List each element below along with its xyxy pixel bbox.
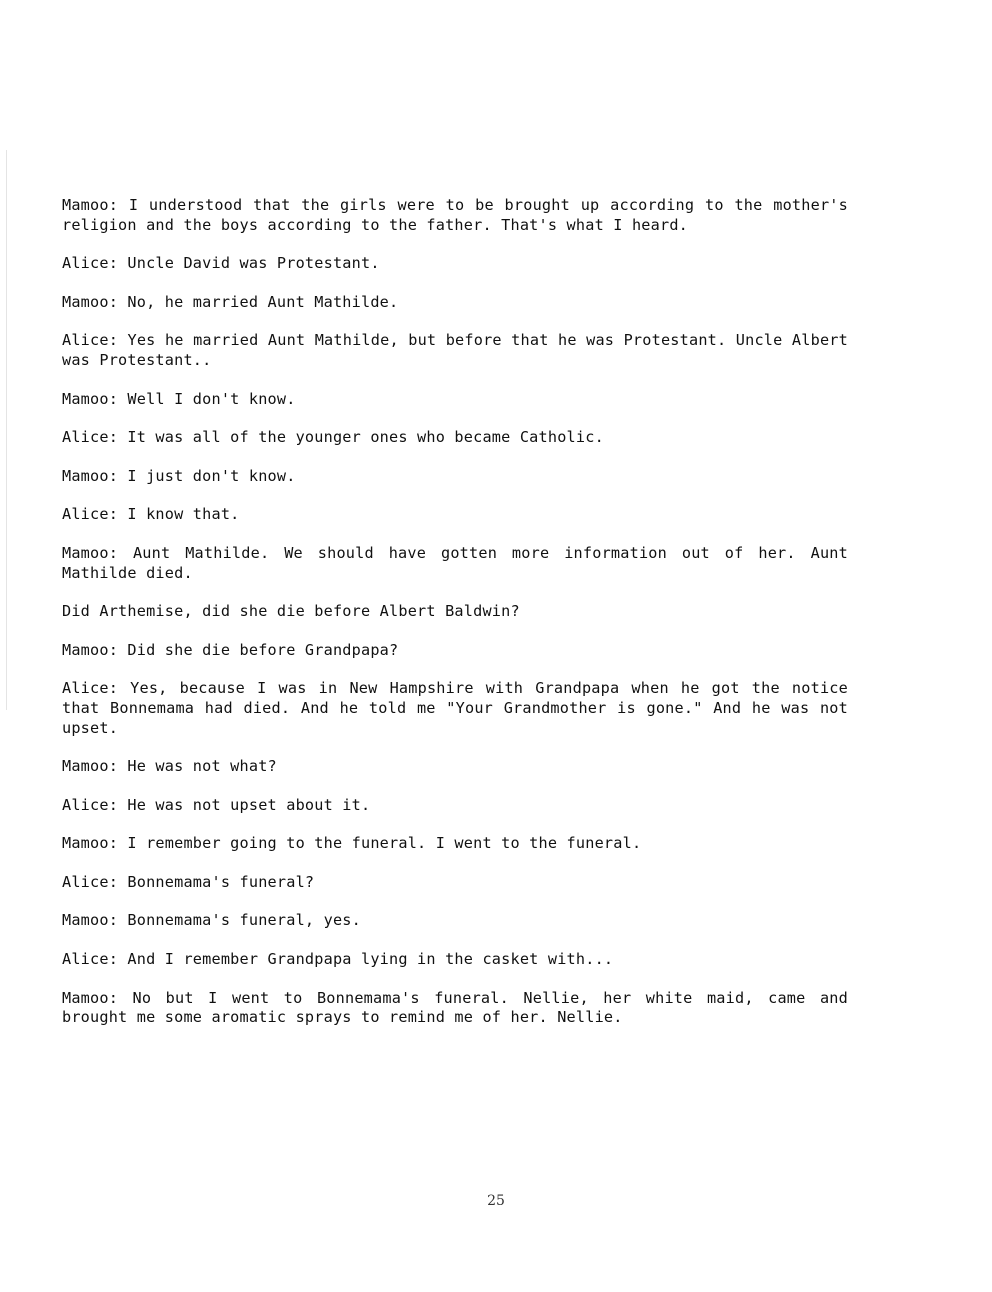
- transcript-paragraph: Alice: Yes he married Aunt Mathilde, but before that he was Protestant. Uncle Albert was Protestant..: [62, 331, 848, 369]
- transcript-paragraph: Alice: He was not upset about it.: [62, 795, 371, 814]
- transcript-paragraph: Alice: And I remember Grandpapa lying in the casket with...: [62, 950, 614, 969]
- transcript-paragraph: Mamoo: Did she die before Grandpapa?: [62, 640, 399, 659]
- page-number: 25: [487, 1193, 505, 1209]
- transcript-paragraph: Alice: Yes, because I was in New Hampshire with Grandpapa when he got the notice that Bonnemama had died. And he told me "Your Grandmother is gone." And he was not upset.: [62, 679, 848, 737]
- transcript-paragraph: Mamoo: I remember going to the funeral. I went to the funeral.: [62, 834, 642, 853]
- transcript-paragraph: Mamoo: He was not what?: [62, 757, 277, 776]
- transcript-paragraph: Alice: Bonnemama's funeral?: [62, 872, 315, 891]
- transcript-paragraph: Mamoo: I just don't know.: [62, 466, 296, 485]
- transcript-paragraph: Mamoo: Aunt Mathilde. We should have gotten more information out of her. Aunt Mathilde died.: [62, 543, 848, 582]
- transcript-paragraph: Mamoo: Well I don't know.: [62, 389, 296, 408]
- transcript-paragraph: Mamoo: Bonnemama's funeral, yes.: [62, 911, 361, 930]
- transcript-paragraph: Alice: Uncle David was Protestant.: [62, 254, 380, 273]
- transcript-paragraph: Mamoo: No, he married Aunt Mathilde.: [62, 292, 399, 311]
- transcript-body: [62, 196, 848, 1047]
- transcript-paragraph: Alice: It was all of the younger ones who became Catholic.: [62, 428, 604, 447]
- transcript-paragraph: Mamoo: No but I went to Bonnemama's funeral. Nellie, her white maid, came and brought me some aromatic sprays to remind me of her. Nellie.: [62, 988, 848, 1027]
- transcript-paragraph: Mamoo: I understood that the girls were to be brought up according to the mother's religion and the boys according to the father. That's what I heard.: [62, 196, 848, 234]
- transcript-paragraph: Alice: I know that.: [62, 505, 240, 524]
- scan-edge-line: [6, 150, 7, 710]
- transcript-paragraph: Did Arthemise, did she die before Albert Baldwin?: [62, 602, 520, 621]
